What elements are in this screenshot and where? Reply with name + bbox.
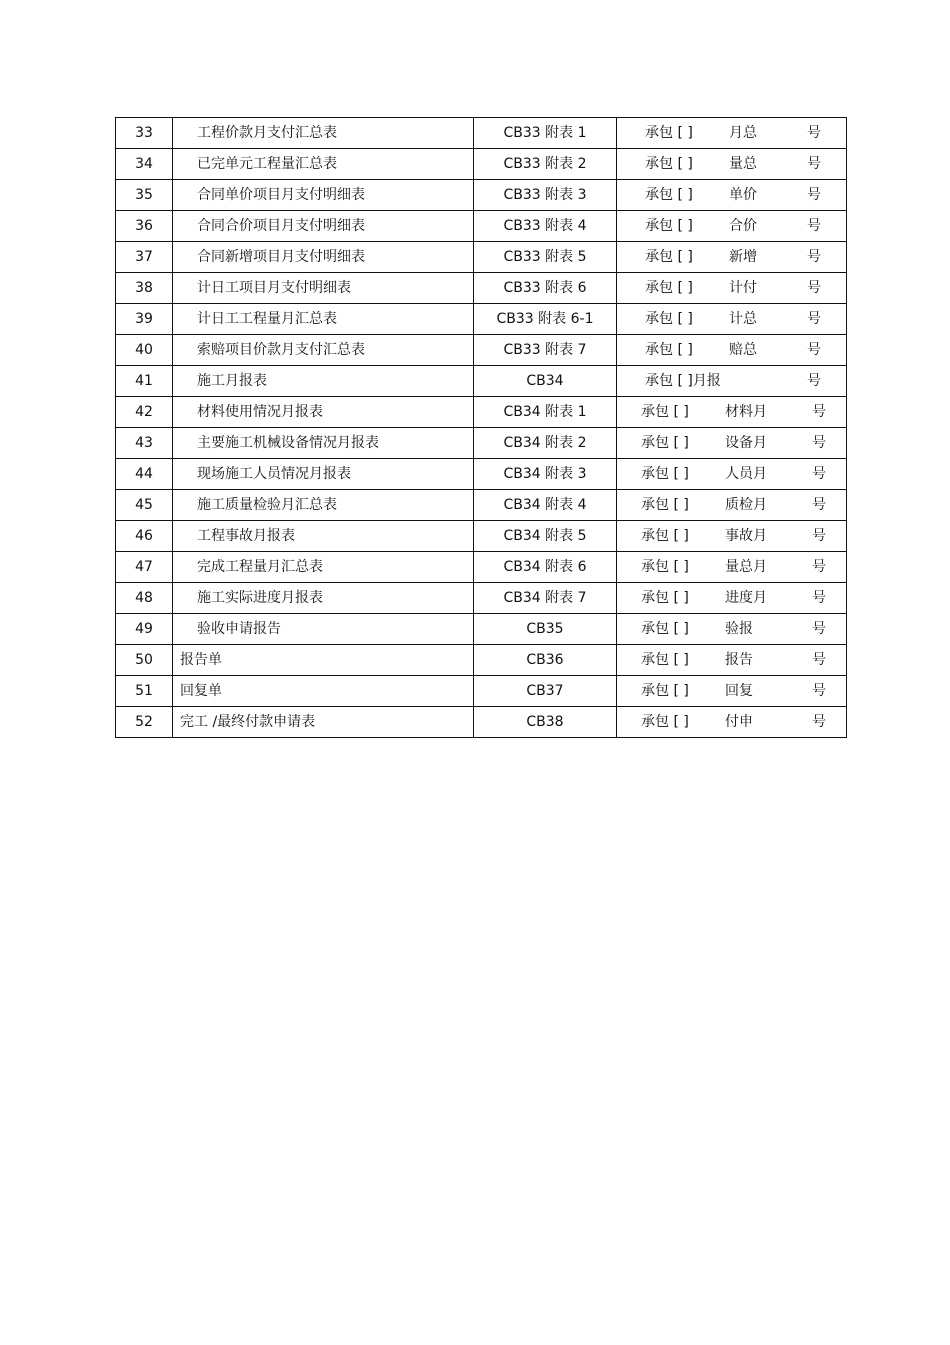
ref-suffix: 号 [812, 435, 826, 451]
form-name: 验收申请报告 [197, 621, 281, 637]
ref-prefix: 承包 [ ] [641, 559, 689, 575]
form-code: CB34 附表 6 [474, 552, 617, 583]
ref-prefix: 承包 [ ] [641, 404, 689, 420]
ref-word: 计付 [729, 280, 757, 296]
form-code: CB33 附表 2 [474, 149, 617, 180]
table-row [116, 459, 847, 490]
form-name: 完成工程量月汇总表 [197, 559, 323, 575]
row-number: 42 [116, 397, 173, 428]
form-code: CB33 附表 4 [474, 211, 617, 242]
form-name: 已完单元工程量汇总表 [197, 156, 337, 172]
ref-word: 付申 [725, 714, 753, 730]
form-name: 施工月报表 [197, 373, 267, 389]
table-row [116, 614, 847, 645]
ref-suffix: 号 [807, 280, 821, 296]
form-code: CB33 附表 6 [474, 273, 617, 304]
ref-word: 设备月 [725, 435, 767, 451]
form-name: 施工质量检验月汇总表 [197, 497, 337, 513]
form-name: 主要施工机械设备情况月报表 [197, 435, 379, 451]
form-name: 计日工项目月支付明细表 [197, 280, 351, 296]
form-name: 施工实际进度月报表 [197, 590, 323, 606]
ref-prefix: 承包 [ ] [641, 652, 689, 668]
ref-suffix: 号 [812, 621, 826, 637]
ref-word: 质检月 [725, 497, 767, 513]
form-code: CB34 附表 2 [474, 428, 617, 459]
ref-prefix: 承包 [ ] [645, 125, 693, 141]
form-name: 索赔项目价款月支付汇总表 [197, 342, 365, 358]
form-code: CB38 [474, 707, 617, 738]
ref-prefix: 承包 [ ] [641, 528, 689, 544]
ref-word: 单价 [729, 187, 757, 203]
form-index-table [115, 117, 847, 738]
form-index-sheet [115, 117, 846, 738]
row-number: 43 [116, 428, 173, 459]
row-number: 41 [116, 366, 173, 397]
ref-word: 人员月 [725, 466, 767, 482]
form-name: 合同单价项目月支付明细表 [197, 187, 365, 203]
table-row [116, 428, 847, 459]
row-number: 48 [116, 583, 173, 614]
ref-word: 材料月 [725, 404, 767, 420]
table-row [116, 583, 847, 614]
form-code: CB35 [474, 614, 617, 645]
table-row [116, 149, 847, 180]
ref-prefix: 承包 [ ] [645, 218, 693, 234]
ref-suffix: 号 [807, 249, 821, 265]
ref-word: 计总 [729, 311, 757, 327]
table-row [116, 552, 847, 583]
table-row [116, 242, 847, 273]
form-name: 完工 /最终付款申请表 [180, 714, 316, 730]
ref-suffix: 号 [812, 714, 826, 730]
table-row [116, 397, 847, 428]
ref-word: 合价 [729, 218, 757, 234]
row-number: 45 [116, 490, 173, 521]
ref-prefix: 承包 [ ] [645, 156, 693, 172]
ref-word: 事故月 [725, 528, 767, 544]
ref-suffix: 号 [812, 590, 826, 606]
ref-prefix: 承包 [ ] [641, 497, 689, 513]
ref-suffix: 号 [807, 311, 821, 327]
form-code: CB33 附表 3 [474, 180, 617, 211]
ref-prefix: 承包 [ ] [645, 280, 693, 296]
ref-suffix: 号 [807, 373, 821, 389]
ref-prefix: 承包 [ ] [641, 435, 689, 451]
table-row [116, 707, 847, 738]
ref-word: 赔总 [729, 342, 757, 358]
table-row [116, 521, 847, 552]
ref-prefix: 承包 [ ] [645, 342, 693, 358]
ref-prefix: 承包 [ ] [641, 590, 689, 606]
form-name: 合同新增项目月支付明细表 [197, 249, 365, 265]
row-number: 38 [116, 273, 173, 304]
form-name: 工程事故月报表 [197, 528, 295, 544]
row-number: 39 [116, 304, 173, 335]
row-number: 51 [116, 676, 173, 707]
form-code: CB33 附表 6-1 [474, 304, 617, 335]
ref-word: 报告 [725, 652, 753, 668]
ref-suffix: 号 [812, 559, 826, 575]
table-row [116, 304, 847, 335]
form-code: CB34 [474, 366, 617, 397]
row-number: 40 [116, 335, 173, 366]
row-number: 49 [116, 614, 173, 645]
ref-suffix: 号 [812, 466, 826, 482]
ref-prefix: 承包 [ ]月报 [645, 373, 721, 389]
form-name: 工程价款月支付汇总表 [197, 125, 337, 141]
form-code: CB34 附表 4 [474, 490, 617, 521]
row-number: 34 [116, 149, 173, 180]
table-row [116, 180, 847, 211]
form-name: 回复单 [180, 683, 222, 699]
form-name: 合同合价项目月支付明细表 [197, 218, 365, 234]
ref-suffix: 号 [812, 528, 826, 544]
table-row [116, 335, 847, 366]
ref-prefix: 承包 [ ] [645, 311, 693, 327]
ref-word: 验报 [725, 621, 753, 637]
row-number: 33 [116, 118, 173, 149]
form-code: CB34 附表 7 [474, 583, 617, 614]
table-row [116, 645, 847, 676]
form-name: 计日工工程量月汇总表 [197, 311, 337, 327]
table-row [116, 118, 847, 149]
ref-prefix: 承包 [ ] [641, 683, 689, 699]
form-code: CB36 [474, 645, 617, 676]
form-code: CB37 [474, 676, 617, 707]
ref-suffix: 号 [812, 497, 826, 513]
ref-prefix: 承包 [ ] [645, 249, 693, 265]
form-name: 现场施工人员情况月报表 [197, 466, 351, 482]
form-code: CB33 附表 7 [474, 335, 617, 366]
form-name: 报告单 [180, 652, 222, 668]
form-code: CB34 附表 1 [474, 397, 617, 428]
row-number: 37 [116, 242, 173, 273]
row-number: 52 [116, 707, 173, 738]
table-row [116, 366, 847, 397]
form-code: CB34 附表 5 [474, 521, 617, 552]
ref-prefix: 承包 [ ] [641, 714, 689, 730]
ref-word: 进度月 [725, 590, 767, 606]
ref-word: 回复 [725, 683, 753, 699]
ref-word: 月总 [729, 125, 757, 141]
ref-suffix: 号 [812, 683, 826, 699]
ref-prefix: 承包 [ ] [641, 621, 689, 637]
ref-word: 量总 [729, 156, 757, 172]
ref-suffix: 号 [807, 187, 821, 203]
ref-suffix: 号 [807, 156, 821, 172]
ref-word: 量总月 [725, 559, 767, 575]
row-number: 35 [116, 180, 173, 211]
row-number: 50 [116, 645, 173, 676]
ref-suffix: 号 [812, 652, 826, 668]
form-name: 材料使用情况月报表 [197, 404, 323, 420]
row-number: 47 [116, 552, 173, 583]
ref-suffix: 号 [807, 218, 821, 234]
form-code: CB34 附表 3 [474, 459, 617, 490]
table-row [116, 676, 847, 707]
ref-suffix: 号 [812, 404, 826, 420]
row-number: 46 [116, 521, 173, 552]
ref-suffix: 号 [807, 342, 821, 358]
table-row [116, 273, 847, 304]
row-number: 36 [116, 211, 173, 242]
ref-suffix: 号 [807, 125, 821, 141]
ref-prefix: 承包 [ ] [641, 466, 689, 482]
form-code: CB33 附表 1 [474, 118, 617, 149]
form-code: CB33 附表 5 [474, 242, 617, 273]
table-row [116, 211, 847, 242]
table-row [116, 490, 847, 521]
ref-word: 新增 [729, 249, 757, 265]
row-number: 44 [116, 459, 173, 490]
ref-prefix: 承包 [ ] [645, 187, 693, 203]
